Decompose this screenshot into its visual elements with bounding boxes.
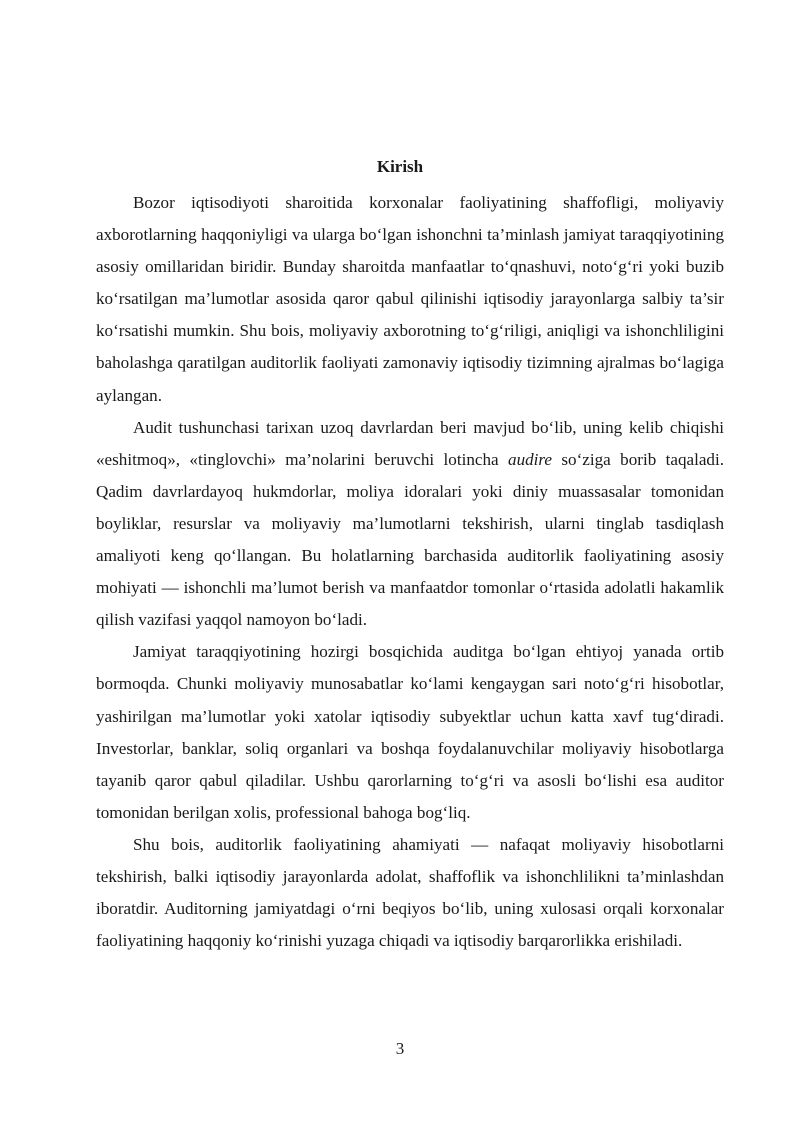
paragraph-2 xyxy=(96,412,724,637)
section-title: Kirish xyxy=(376,157,424,176)
paragraph-2-text-end: so‘ziga borib taqaladi. Qadim davrlardayoq hukmdorlar, moliya idoralari yoki diniy muassasalar tomonidan boyliklar, resurslar va moliyaviy ma’lumotlarni tekshirish, ularni tinglab tasdiqlash amaliyoti keng qo‘llangan. Bu holatlarning barchasida auditorlik faoliyatining asosiy mohiyati — ishonchli ma’lumot berish va manfaatdor tomonlar o‘rtasida adolatli hakamlik qilish vazifasi yaqqol namoyon bo‘ladi. xyxy=(96,449,725,630)
paragraph-1: Bozor iqtisodiyoti sharoitida korxonalar faoliyatining shaffofligi, moliyaviy axborotlarning haqqoniyligi va ularga bo‘lgan ishonchni ta’minlash jamiyat taraqqiyotining asosiy omillaridan biridir. Bunday sharoitda manfaatlar to‘qnashuvi, noto‘g‘ri yoki buzib ko‘rsatilgan ma’lumotlar asosida qaror qabul qilinishi iqtisodiy jarayonlarga salbiy ta’sir ko‘rsatishi mumkin. Shu bois, moliyaviy axborotning to‘g‘riligi, aniqligi va ishonchliligini baholashga qaratilgan auditorlik faoliyati zamonaviy iqtisodiy tizimning ajralmas bo‘lagiga aylangan. xyxy=(96,193,724,405)
document-body xyxy=(96,187,724,957)
paragraph-2-text-start: Audit tushunchasi tarixan uzoq davrlardan beri mavjud bo‘lib, uning kelib chiqishi «eshitmoq», «tinglovchi» ma’nolarini beruvchi lotincha xyxy=(96,417,724,469)
paragraph-4: Shu bois, auditorlik faoliyatining ahamiyati — nafaqat moliyaviy hisobotlarni tekshirish, balki iqtisodiy jarayonlarda adolat, shaffoflik va ishonchlilikni ta’minlashdan iboratdir. Auditorning jamiyatdagi o‘rni beqiyos bo‘lib, uning xulosasi orqali korxonalar faoliyatining haqqoniy ko‘rinishi yuzaga chiqadi va iqtisodiy barqarorlikka erishiladi. xyxy=(96,834,724,951)
page-number: 3 xyxy=(395,1039,405,1058)
paragraph-3: Jamiyat taraqqiyotining hozirgi bosqichida auditga bo‘lgan ehtiyoj yanada ortib bormoqda. Chunki moliyaviy munosabatlar ko‘lami kengaygan sari noto‘g‘ri hisobotlar, yashirilgan ma’lumotlar yoki xatolar iqtisodiy subyektlar uchun katta xavf tug‘diradi. Investorlar, banklar, soliq organlari va boshqa foydalanuvchilar moliyaviy hisobotlarga tayanib qaror qabul qiladilar. Ushbu qarorlarning to‘g‘ri va asosli bo‘lishi esa auditor tomonidan berilgan xolis, professional bahoga bog‘liq. xyxy=(96,642,724,822)
latin-term: audire xyxy=(508,449,553,469)
